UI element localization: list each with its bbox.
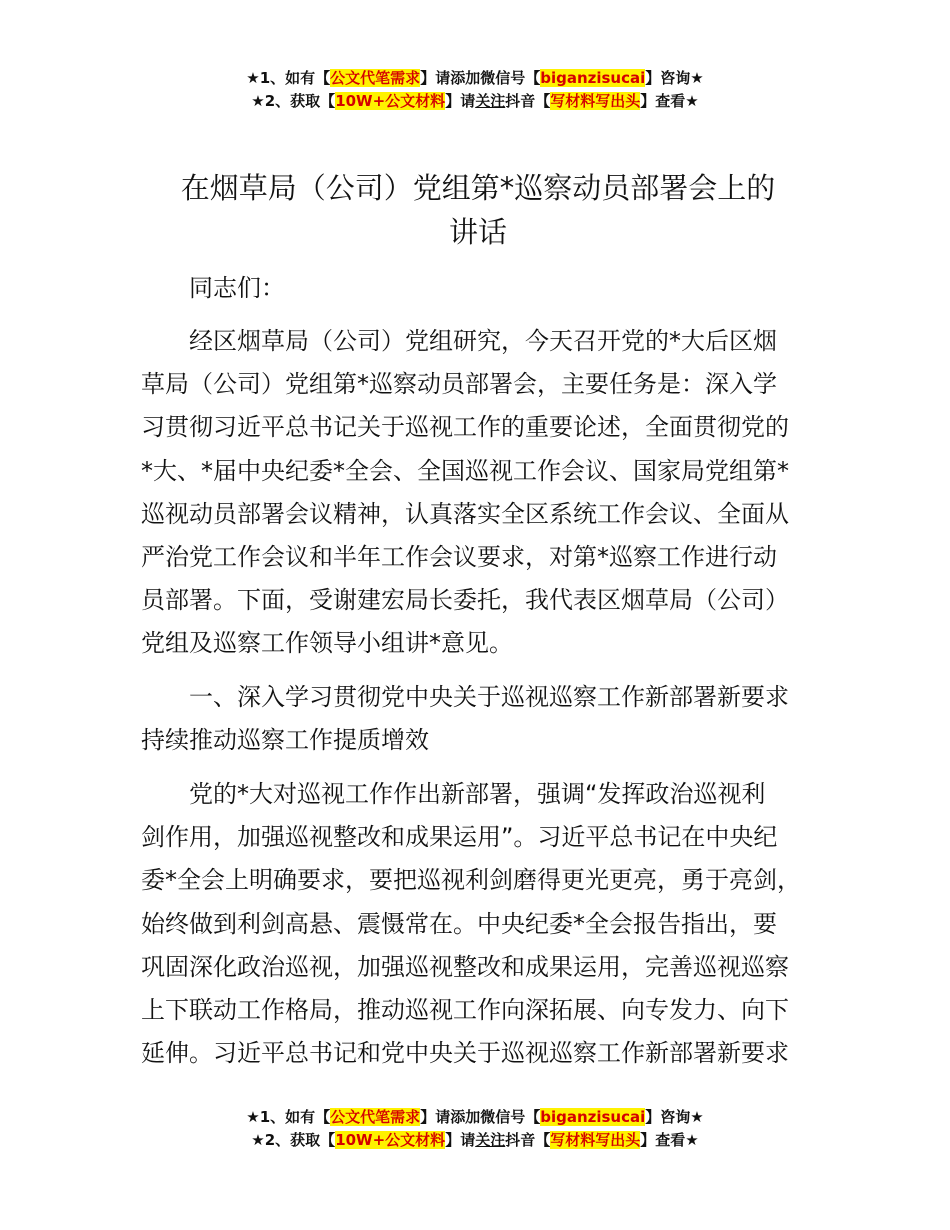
highlight-text: 10W+公文材料: [335, 1131, 446, 1149]
wechat-id-highlight: biganzisucai: [540, 1108, 646, 1126]
underlined-text: 关注: [475, 92, 506, 110]
paragraph-line: 巡视动员部署会议精神，认真落实全区系统工作会议、全面从: [141, 499, 789, 528]
banner-text: 抖音【: [505, 1131, 551, 1149]
paragraph-line: 草局（公司）党组第*巡察动员部署会，主要任务是：深入学: [141, 370, 777, 399]
paragraph-line: 严治党工作会议和半年工作会议要求，对第*巡察工作进行动: [141, 543, 777, 572]
banner-line-2: [0, 1129, 950, 1152]
banner-line-2: [0, 90, 950, 113]
title-line: 讲话: [448, 215, 507, 249]
paragraph-line: 习贯彻习近平总书记关于巡视工作的重要论述，全面贯彻党的: [141, 413, 789, 442]
document-title: [138, 166, 818, 254]
paragraph-line: 经区烟草局（公司）党组研究，今天召开党的*大后区烟: [189, 327, 777, 355]
highlight-text: 写材料写出头: [550, 1131, 641, 1149]
banner-text: ★2、获取【: [251, 1131, 336, 1149]
highlight-text: 写材料写出头: [550, 92, 641, 110]
banner-text: 】请添加微信号【: [420, 1108, 541, 1126]
underlined-text: 关注: [475, 1131, 506, 1149]
banner-text: ★2、获取【: [251, 92, 336, 110]
salutation-text: 同志们：: [189, 274, 285, 302]
paragraph-2: [141, 773, 817, 1075]
paragraph-line: 委*全会上明确要求，要把巡视利剑磨得更光更亮，勇于亮剑，: [141, 866, 801, 895]
banner-text: 】请: [445, 1131, 476, 1149]
banner-line-1: [0, 1106, 950, 1129]
banner-text: ★1、如有【: [246, 69, 331, 87]
banner-text: 】咨询★: [645, 69, 704, 87]
banner-line-1: [0, 67, 950, 90]
highlight-text: 公文代笔需求: [330, 1108, 421, 1126]
banner-text: ★1、如有【: [246, 1108, 331, 1126]
footer-banner: [0, 1106, 950, 1152]
wechat-id-highlight: biganzisucai: [540, 69, 646, 87]
paragraph-line: 党的*大对巡视工作作出新部署，强调“发挥政治巡视利: [189, 780, 766, 808]
banner-text: 】请: [445, 92, 476, 110]
banner-text: 】咨询★: [645, 1108, 704, 1126]
heading-line: 一、深入学习贯彻党中央关于巡视巡察工作新部署新要求: [189, 683, 789, 711]
paragraph-line: *大、*届中央纪委*全会、全国巡视工作会议、国家局党组第*: [141, 456, 789, 485]
paragraph-1: [141, 320, 817, 666]
banner-text: 】请添加微信号【: [420, 69, 541, 87]
paragraph-line: 剑作用，加强巡视整改和成果运用”。习近平总书记在中央纪: [141, 823, 778, 852]
paragraph-line: 始终做到利剑高悬、震慑常在。中央纪委*全会报告指出，要: [141, 909, 777, 938]
highlight-text: 10W+公文材料: [335, 92, 446, 110]
title-line: 在烟草局（公司）党组第*巡察动员部署会上的: [180, 171, 776, 205]
banner-text: 】查看★: [640, 92, 699, 110]
paragraph-line: 延伸。习近平总书记和党中央关于巡视巡察工作新部署新要求: [141, 1039, 789, 1068]
paragraph-line: 巩固深化政治巡视，加强巡视整改和成果运用，完善巡视巡察: [141, 952, 789, 981]
highlight-text: 公文代笔需求: [330, 69, 421, 87]
section-heading-1: [141, 676, 817, 762]
banner-text: 抖音【: [505, 92, 551, 110]
banner-text: 】查看★: [640, 1131, 699, 1149]
header-banner: [0, 67, 950, 113]
salutation: [141, 267, 817, 310]
paragraph-line: 党组及巡察工作领导小组讲*意见。: [141, 629, 513, 658]
paragraph-line: 上下联动工作格局，推动巡视工作向深拓展、向专发力、向下: [141, 996, 789, 1025]
heading-line: 持续推动巡察工作提质增效: [141, 726, 429, 755]
paragraph-line: 员部署。下面，受谢建宏局长委托，我代表区烟草局（公司）: [141, 586, 789, 615]
